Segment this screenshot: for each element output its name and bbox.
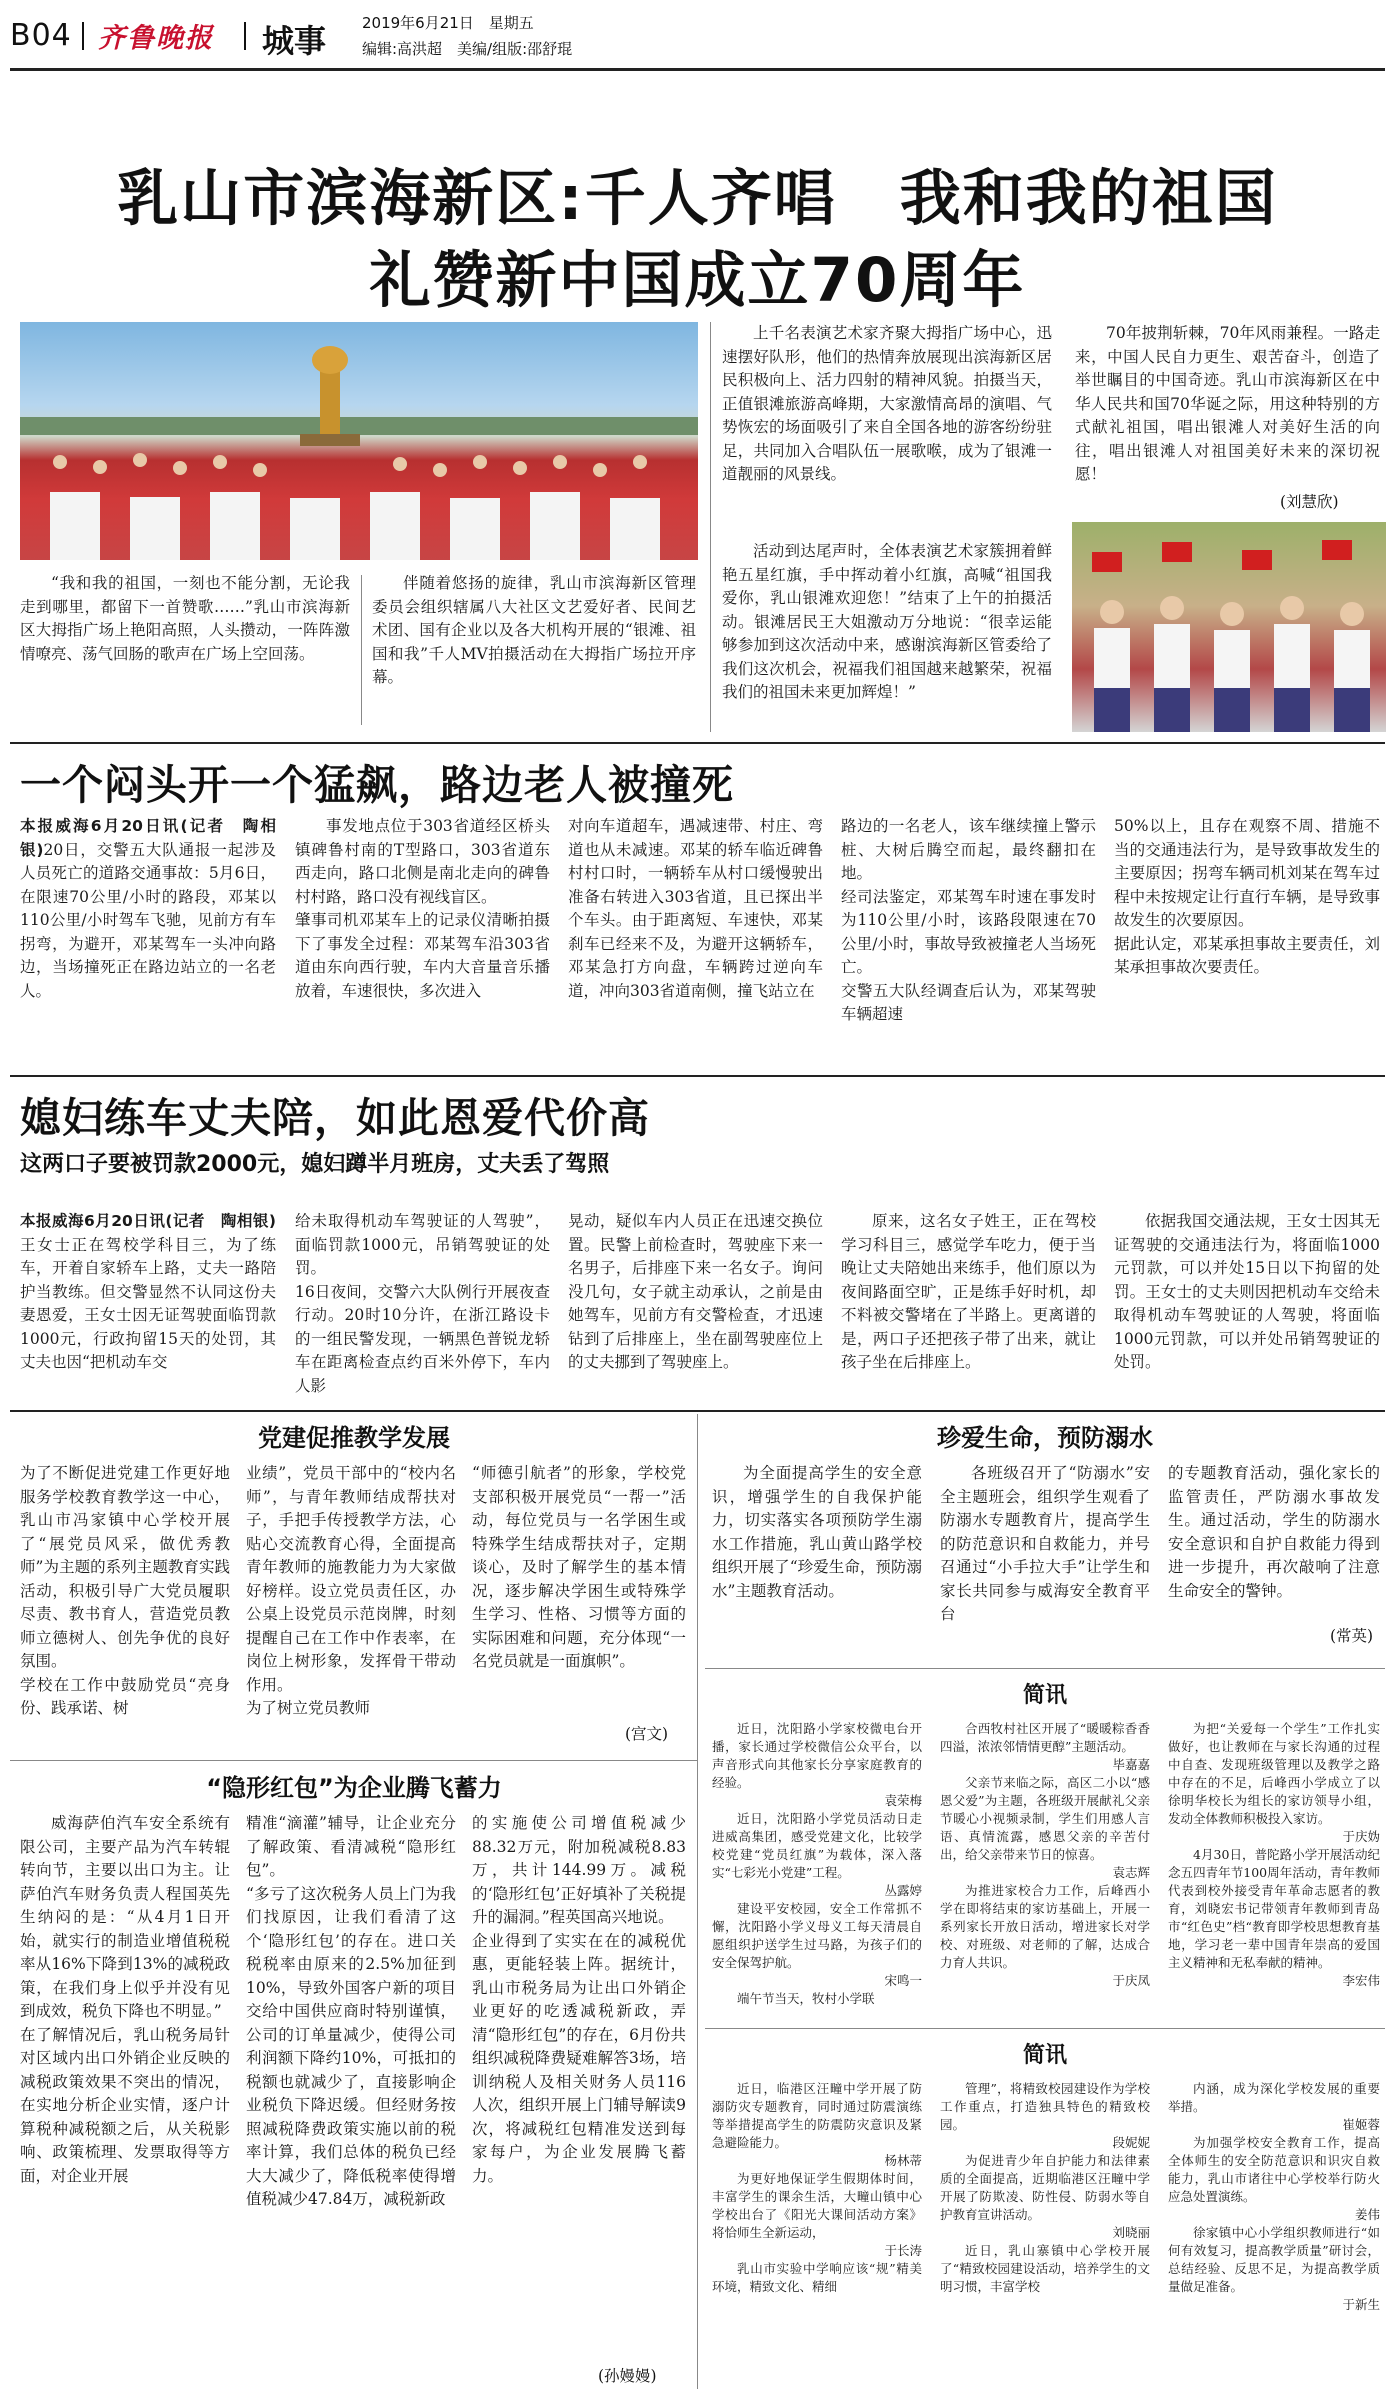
article-3-lead: 本报威海6月20日讯(记者 陶相银) xyxy=(20,1212,276,1230)
rule-after-a2 xyxy=(10,1075,1385,1077)
photo-students-illustration xyxy=(1072,522,1386,732)
article-1-col-2: 伴随着悠扬的旋律，乳山市滨海新区管理委员会组织辖属八大社区文艺爱好者、民间艺术团、国有企业以及各大机构开展的“银滩、祖国和我”千人MV拍摄活动在大拇指广场拉开序幕。 xyxy=(372,574,696,686)
brief-1-author: 毕嘉嘉 xyxy=(1112,1757,1150,1772)
briefs-2-col-2 xyxy=(940,2080,1150,2388)
brief-1-item: 建设平安校园，安全工作常抓不懈，沈阳路小学义母义工每天清晨自愿组织护送学生过马路，为孩子们的安全保驾护航。 xyxy=(712,1901,922,1970)
brief-2-item: 近日，乳山寨镇中心学校开展了“精致校园建设活动，培养学生的文明习惯，丰富学校 xyxy=(940,2243,1150,2294)
article-6-byline: (孙嫚嫚) xyxy=(598,2367,657,2385)
brief-2-item: 为促进青少年自护能力和法律素质的全面提高，近期临港区汪疃中学开展了防欺凌、防性侵、防弱水等自护教育宣讲活动。 xyxy=(940,2153,1150,2222)
brief-1-author: 李宏伟 xyxy=(1342,1973,1380,1988)
brief-2-item: 内涵，成为深化学校发展的重要举措。 xyxy=(1168,2081,1380,2114)
headline-1-line-1: 乳山市滨海新区:千人齐唱 我和我的祖国 xyxy=(117,163,1278,234)
masthead-divider-2 xyxy=(244,22,246,50)
article-5-col-3: 的专题教育活动，强化家长的监管责任，严防溺水事故发生。通过活动，学生的防溺水安全意识和自护自救能力得到进一步提升，再次敲响了注意生命安全的警钟。 xyxy=(1168,1464,1380,1600)
briefs-2-col-3 xyxy=(1168,2080,1380,2388)
brief-1-author: 宋鸣一 xyxy=(884,1973,922,1988)
article-5-col-1: 为全面提高学生的安全意识，增强学生的自我保护能力，切实落实各项预防学生溺水工作措施，乳山黄山路学校组织开展了“珍爱生命，预防溺水”主题教育活动。 xyxy=(712,1464,922,1600)
headline-6: “隐形红包”为企业腾飞蓄力 xyxy=(206,1774,502,1802)
article-2-col-5: 50%以上，且存在观察不周、措施不当的交通违法行为，是导致事故发生的主要原因；拐弯车辆司机刘某在驾车过程中未按规定让行直行车辆，是导致事故发生的次要原因。 据此认定，邓某承担事故主要责任，刘某承担事故次要责任。 xyxy=(1114,817,1380,976)
a1-divider-2 xyxy=(710,322,711,732)
brief-2-author: 姜伟 xyxy=(1354,2207,1380,2222)
article-2-col-1-text: 20日，交警五大队通报一起涉及人员死亡的道路交通事故：5月6日，在限速70公里/小时的路段，邓某以110公里/小时驾车飞驰，见前方有车拐弯，为避开，邓某驾车一头冲向路边，当场撞死正在路边站立的一名老人。 xyxy=(20,840,276,1000)
rule-after-a3 xyxy=(10,1410,1385,1412)
article-3-col-5: 依据我国交通法规，王女士因其无证驾驶的交通违法行为，将面临1000元罚款，可以并处15日以下拘留的处罚。王女士的丈夫则因把机动车交给未取得机动车驾驶证的人驾驶，将面临1000元罚款，可以并处吊销驾驶证的处罚。 xyxy=(1114,1212,1380,1371)
briefs-1-title: 简讯 xyxy=(1022,1683,1067,1708)
brief-1-item: 端午节当天，牧村小学联 xyxy=(737,1991,875,2006)
headline-4: 党建促推教学发展 xyxy=(258,1424,450,1452)
headline-2: 一个闷头开一个猛飙，路边老人被撞死 xyxy=(20,761,734,809)
brief-1-item: 父亲节来临之际，高区二小以“感恩父爱”为主题，各班级开展献礼父亲节暖心小视频录制，学生们用感人言语、真情流露，感恩父亲的辛苦付出，给父亲带来节日的惊喜。 xyxy=(940,1775,1150,1862)
briefs-1-col-2 xyxy=(940,1720,1150,2020)
masthead-divider-icon xyxy=(82,22,84,50)
article-6-col-2: 精准“滴灌”辅导，让企业充分了解政策、看清减税“隐形红包”。 “多亏了这次税务人员上门为我们找原因，让我们看清了这个‘隐形红包’的存在。进口关税税率由原来的2.5%加征到10%，导致外国客户新的项目交给中国供应商时特别谨慎，公司的订单量减少，使得公司利润额下降约10%，可抵扣的税额也就减少了，直接影响企业税负下降迟缓。但经财务按照减税降费政策实施以前的税率计算，我们总体的税负已经大大减少了，降低税率使得增值税减少47.84万，减税新政 xyxy=(246,1814,456,2208)
article-2-col-1 xyxy=(20,815,276,1065)
article-2-col-4: 路边的一名老人，该车继续撞上警示桩、大树后腾空而起，最终翻扣在地。 经司法鉴定，邓某驾车时速在事发时为110公里/小时，该路段限速在70公里/小时，事故导致被撞老人当场死亡。 交警五大队经调查后认为，邓某驾驶车辆超速 xyxy=(841,817,1096,1023)
article-3-col-1-text: 王女士正在驾校学科目三，为了练车，开着自家轿车上路，丈夫一路陪护当教练。但交警显然不认同这份夫妻恩爱，王女士因无证驾驶面临罚款1000元，行政拘留15天的处罚，其丈夫也因“把机动车交 xyxy=(20,1235,276,1371)
article-3-col-2: 给未取得机动车驾驶证的人驾驶”，面临罚款1000元，吊销驾驶证的处罚。 16日夜间，交警六大队例行开展夜查行动。20时10分许，在浙江路设卡的一组民警发现，一辆黑色普锐龙轿车在距离检查点约百米外停下，车内人影 xyxy=(295,1212,550,1395)
article-4-col-3: “师德引航者”的形象，学校党支部积极开展党员“一帮一”活动，每位党员与一名学困生或特殊学生结成帮扶对子，定期谈心，及时了解学生的基本情况，逐步解决学困生或特殊学生学习、性格、习惯等方面的实际困难和问题，充分体现“一名党员就是一面旗帜”。 xyxy=(472,1464,686,1670)
article-5-col-2: 各班级召开了“防溺水”安全主题班会，组织学生观看了防溺水专题教育片，提高学生的防范意识和自救能力，并号召通过“小手拉大手”让学生和家长共同参与威海安全教育平台 xyxy=(940,1464,1150,1623)
headline-5: 珍爱生命，预防溺水 xyxy=(937,1424,1153,1452)
article-5-byline: (常英) xyxy=(1330,1627,1374,1645)
photo-students-flags xyxy=(1072,522,1386,732)
photo-choir-illustration xyxy=(20,322,698,560)
article-1-col-4: 70年披荆斩棘，70年风雨兼程。一路走来，中国人民自力更生、艰苦奋斗，创造了举世瞩目的中国奇迹。乳山市滨海新区在中华人民共和国70华诞之际，用这种特别的方式献礼祖国，唱出银滩人对美好生活的向往，唱出银滩人对祖国美好未来的深切祝愿！ xyxy=(1075,324,1380,483)
issue-date: 2019年6月21日 星期五 xyxy=(362,14,534,32)
brief-1-author: 袁志辉 xyxy=(1112,1865,1150,1880)
brief-1-author: 袁荣梅 xyxy=(884,1793,922,1808)
article-6-col-3: 的实施使公司增值税减少88.32万元，附加税减税8.83万，共计144.99万。减税的‘隐形红包’正好填补了关税提升的漏洞。”程英国高兴地说。 企业得到了实实在在的减税优惠，更能轻装上阵。据统计，乳山市税务局为让出口外销企业更好的吃透减税新政，弄清“隐形红包”的存在，6月份共组织减税降费疑难解答3场，培训纳税人及相关财务人员116人次，组织开展上门辅导解读9次，将减税红包精准发送到每家每户，为企业发展腾飞蓄力。 xyxy=(472,1814,686,2185)
brief-1-item: 4月30日，普陀路小学开展活动纪念五四青年节100周年活动，青年教师代表到校外接受青年革命志愿者的教育，刘晓宏书记带领青年教师到青岛市“红色史”档“教育即学校思想教育基地，学习老一辈中国青年崇高的爱国主义精神和无私奉献的精神。 xyxy=(1168,1847,1380,1970)
article-2-col-3: 对向车道超车，遇减速带、村庄、弯道也从未减速。邓某的轿车临近碑鲁村村口时，一辆轿车从村口缓慢驶出准备右转进入303省道，且已探出半个车头。由于距离短、车速快，邓某刹车已经来不及，为避开这辆轿车，邓某急打方向盘，车辆跨过逆向车道，冲向303省道南侧，撞飞站立在 xyxy=(568,817,823,1000)
section-name: 城事 xyxy=(262,22,327,60)
brief-2-author: 崔姬蓉 xyxy=(1342,2117,1380,2132)
article-4-col-1: 为了不断促进党建工作更好地服务学校教育教学这一中心，乳山市冯家镇中心学校开展了“展党员风采，做优秀教师”为主题的系列主题教育实践活动，积极引导广大党员履职尽责、教书育人，营造党员教师立德树人、创先争优的良好氛围。 学校在工作中鼓励党员“亮身份、践承诺、树 xyxy=(20,1464,230,1717)
brief-1-item: 合西牧村社区开展了“暖暖粽香香四溢，浓浓邻情情更醇”主题活动。 xyxy=(940,1721,1150,1754)
editor-credits: 编辑:高洪超 美编/组版:邵舒琨 xyxy=(362,40,573,58)
paper-logo: 齐鲁晚报 xyxy=(98,23,214,54)
briefs-1-col-1 xyxy=(712,1720,922,2020)
article-4-byline: (宫文) xyxy=(625,1725,669,1743)
brief-1-author: 丛露婷 xyxy=(884,1883,922,1898)
brief-2-item: 为加强学校安全教育工作，提高全体师生的安全防范意识和识灾自救能力，乳山市诸往中心学校举行防火应急处置演练。 xyxy=(1168,2135,1380,2204)
a1-divider-1 xyxy=(361,575,362,725)
page-number: B04 xyxy=(10,18,72,53)
rule-after-a1 xyxy=(10,742,1385,744)
brief-1-item: 为把“关爱每一个学生”工作扎实做好，也让教师在与家长沟通的过程中自查、发现班级管理以及教学之路中存在的不足，后峰西小学成立了以徐明华校长为组长的家访领导小组，发动全体教师积极投入家访。 xyxy=(1168,1721,1380,1826)
brief-2-author: 于新生 xyxy=(1342,2297,1380,2312)
subheadline-3: 这两口子要被罚款2000元，媳妇蹲半月班房，丈夫丢了驾照 xyxy=(20,1152,610,1177)
article-1-col-3b: 活动到达尾声时，全体表演艺术家簇拥着鲜艳五星红旗，手中挥动着小红旗，高喊“祖国我爱你，乳山银滩欢迎您！”结束了上午的拍摄活动。银滩居民王大姐激动万分地说：“很幸运能够参加到这次活动中来，感谢滨海新区管委给了我们这次机会，祝福我们祖国越来越繁荣，祝福我们的祖国未来更加辉煌！” xyxy=(722,542,1052,701)
briefs-2-col-1 xyxy=(712,2080,922,2388)
masthead-rule xyxy=(10,68,1385,71)
rule-after-briefs-1 xyxy=(705,2028,1385,2029)
article-4-col-2: 业绩”，党员干部中的“校内名师”，与青年教师结成帮扶对子，手把手传授教学方法，心贴心交流教育心得，全面提高青年教师的施教能力为大家做好榜样。设立党员责任区，办公桌上设党员示范岗牌，时刻提醒自己在工作中作表率，在岗位上树形象，发挥骨干带动作用。 为了树立党员教师 xyxy=(246,1464,456,1717)
article-1-byline: (刘慧欣) xyxy=(1280,493,1339,511)
brief-2-item: 徐家镇中心小学组织教师进行“如何有效复习，提高教学质量”研讨会，总结经验、反思不足，为提高教学质量做足准备。 xyxy=(1168,2225,1380,2294)
article-3-col-1 xyxy=(20,1210,276,1406)
brief-2-author: 杨林蒂 xyxy=(884,2153,922,2168)
headline-3: 媳妇练车丈夫陪，如此恩爱代价高 xyxy=(20,1094,650,1142)
rule-after-a4 xyxy=(10,1760,697,1761)
photo-choir-square xyxy=(20,322,698,560)
rule-after-a5 xyxy=(705,1668,1385,1669)
brief-1-item: 为推进家校合力工作，后峰西小学在即将结束的家访基础上，开展一系列家长开放日活动，增进家长对学校、对班级、对老师的了解，达成合力育人共识。 xyxy=(940,1883,1150,1970)
brief-2-author: 段妮妮 xyxy=(1112,2135,1150,2150)
article-6-col-1: 威海萨伯汽车安全系统有限公司，主要产品为汽车转辊转向节，主要以出口为主。让萨伯汽车财务负责人程国英先生纳闷的是：“从4月1日开始，就实行的制造业增值税税率从16%下降到13%的减税政策，在我们身上似乎并没有见到成效，税负下降也不明显。” 在了解情况后，乳山税务局针对区域内出口外销企业反映的减税政策效果不突出的情况，在实地分析企业实情，逐户计算税种减税额之后，从关税影响、政策梳理、发票取得等方面，对企业开展 xyxy=(20,1814,230,2185)
brief-2-author: 刘晓丽 xyxy=(1112,2225,1150,2240)
brief-2-item: 近日，临港区汪疃中学开展了防溺防灾专题教育，同时通过防震演练等举措提高学生的防震防灾意识及紧急避险能力。 xyxy=(712,2081,922,2150)
briefs-1-col-3 xyxy=(1168,1720,1380,2020)
brief-1-item: 近日，沈阳路小学家校微电台开播，家长通过学校微信公众平台，以声音形式向其他家长分享家庭教育的经验。 xyxy=(712,1721,922,1790)
brief-2-item: 为更好地保证学生假期体时间，丰富学生的课余生活，大疃山镇中心学校出台了《阳光大课间活动方案》将恰师生全新运动， xyxy=(712,2171,922,2240)
article-1-col-3a: 上千名表演艺术家齐聚大拇指广场中心，迅速摆好队形，他们的热情奔放展现出滨海新区居民积极向上、活力四射的精神风貌。拍摄当天，正值银滩旅游高峰期，大家激情高昂的演唱、气势恢宏的场面吸引了来自全国各地的游客纷纷驻足，共同加入合唱队伍一展歌喉，成为了银滩一道靓丽的风景线。 xyxy=(722,324,1052,483)
brief-2-author: 于长涛 xyxy=(884,2243,922,2258)
article-3-col-4: 原来，这名女子姓王，正在驾校学习科目三，感觉学车吃力，便于当晚让丈夫陪她出来练手，他们原以为夜间路面空旷，正是练手好时机，却不料被交警堵在了半路上。更离谱的是，两口子还把孩子带了出来，就让孩子坐在后排座上。 xyxy=(841,1212,1096,1371)
brief-2-item: 管理”，将精致校园建设作为学校工作重点，打造独具特色的精致校园。 xyxy=(940,2081,1150,2132)
article-2-lead: 本报威海6月20日讯(记者 陶相银) xyxy=(20,817,276,859)
brief-1-author: 于庆凤 xyxy=(1112,1973,1150,1988)
briefs-2-title: 简讯 xyxy=(1022,2043,1067,2068)
article-2-col-2: 事发地点位于303省道经区桥头镇碑鲁村南的T型路口，303省道东西走向，路口北侧是南北走向的碑鲁村村路，路口没有视线盲区。 肇事司机邓某车上的记录仪清晰拍摄下了事发全过程：邓某驾车沿303省道由东向西行驶，车内大音量音乐播放着，车速很快，多次进入 xyxy=(295,817,550,1000)
brief-1-item: 近日，沈阳路小学党员活动日走进威高集团，感受党建文化，比较学校党建“党员红旗”为载体，深入落实“七彩光小党建”工程。 xyxy=(712,1811,922,1880)
article-1-col-1: “我和我的祖国，一刻也不能分割，无论我走到哪里，都留下一首赞歌……”乳山市滨海新区大拇指广场上艳阳高照，人头攒动，一阵阵激情嘹亮、荡气回肠的歌声在广场上空回荡。 xyxy=(20,574,350,663)
brief-1-author: 于庆妫 xyxy=(1342,1829,1380,1844)
brief-2-item: 乳山市实验中学响应该“规”精美环境，精致文化、精细 xyxy=(712,2261,922,2294)
mid-divider xyxy=(697,1414,698,2389)
article-3-col-3: 晃动，疑似车内人员正在迅速交换位置。民警上前检查时，驾驶座下来一名男子，后排座下来一名女子。询问没几句，女子就主动承认，之前是由她驾车，见前方有交警检查，才迅速钻到了后排座上，坐在副驾驶座位上的丈夫挪到了驾驶座上。 xyxy=(568,1212,823,1371)
headline-1-line-2: 礼赞新中国成立70周年 xyxy=(369,245,1026,316)
